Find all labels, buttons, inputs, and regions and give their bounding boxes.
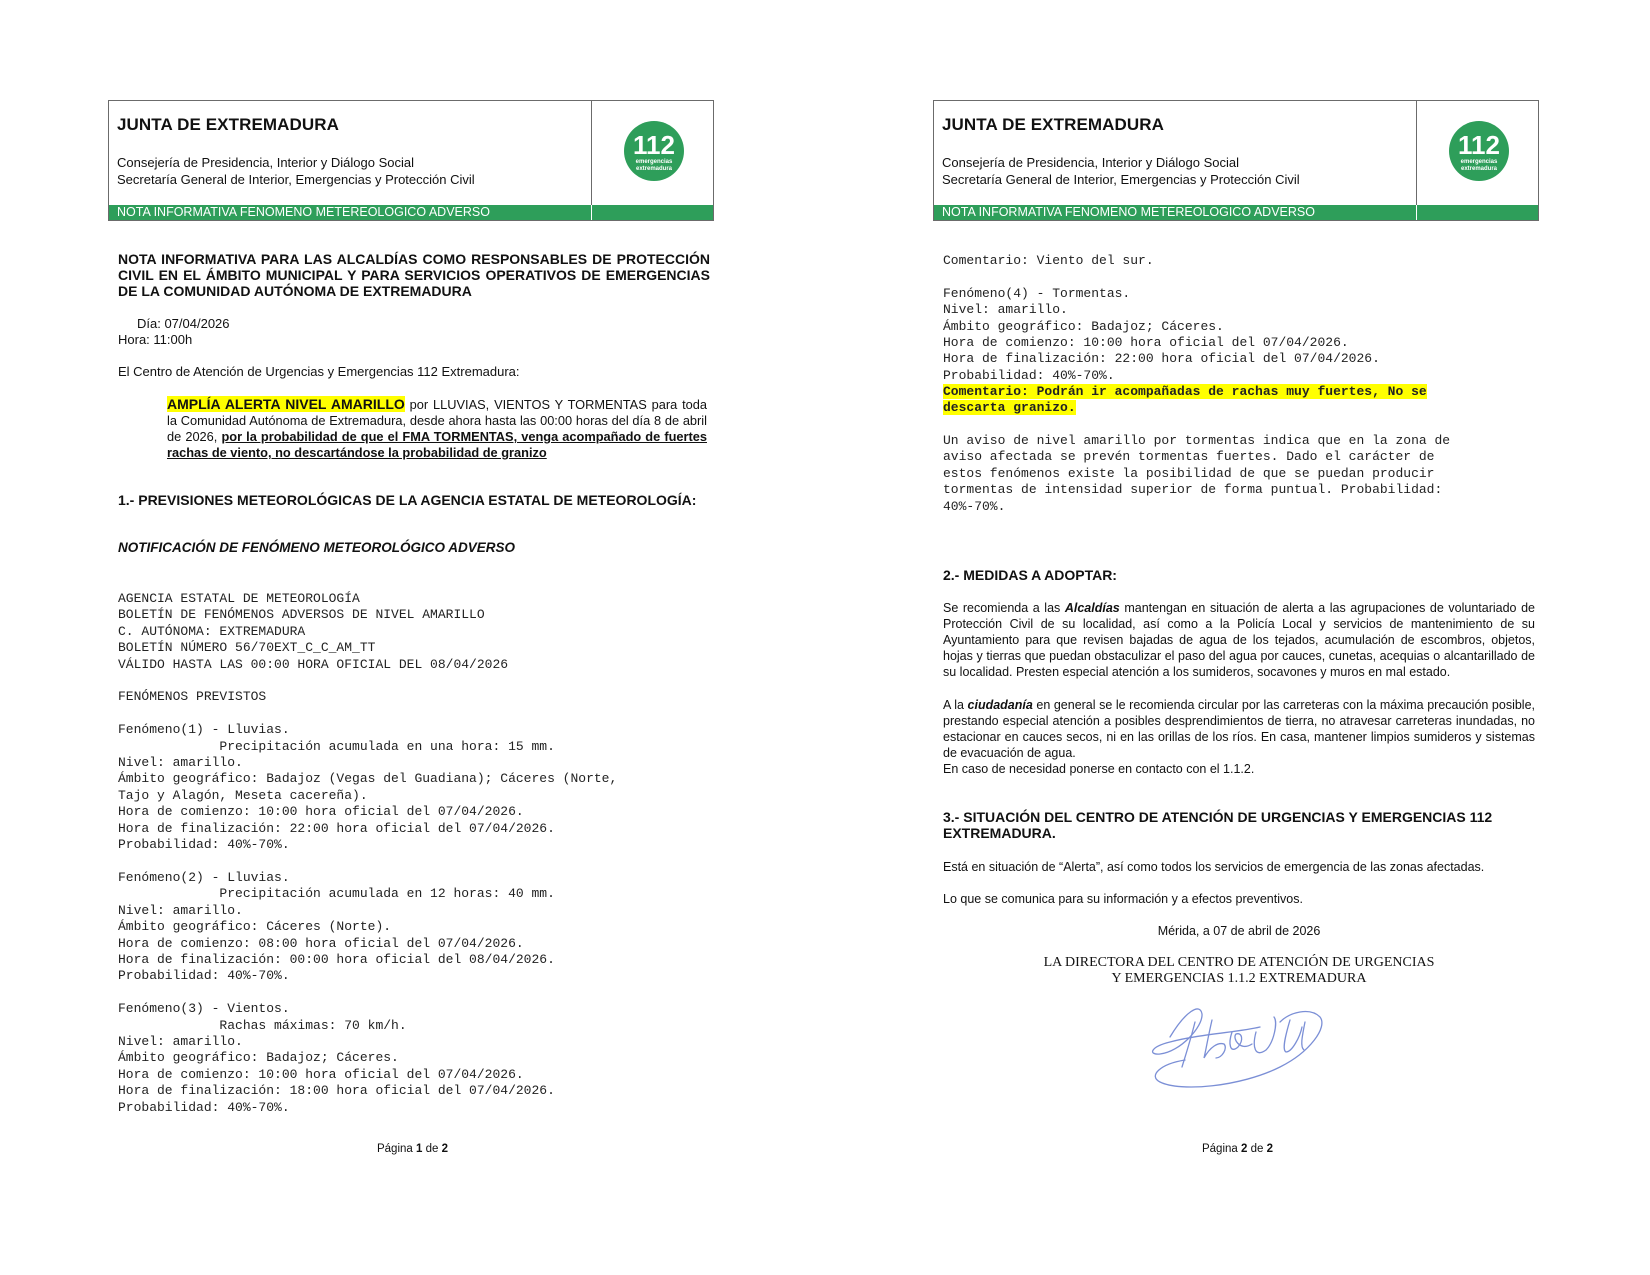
- bulletin-line: estos fenómenos existe la posibilidad de que se puedan producir: [943, 465, 1435, 481]
- section-2-heading: 2.- MEDIDAS A ADOPTAR:: [943, 567, 1117, 583]
- bulletin-line: C. AUTÓNOMA: EXTREMADURA: [118, 623, 306, 639]
- secretariat-line: Secretaría General de Interior, Emergencias y Protección Civil: [117, 172, 475, 187]
- alcaldias-paragraph: [943, 600, 1535, 680]
- comentario-line-1: Comentario: Podrán ir acompañadas de rachas muy fuertes, No se: [943, 384, 1427, 399]
- bulletin-line: Un aviso de nivel amarillo por tormentas indica que en la zona de: [943, 433, 1451, 448]
- bulletin-line: [118, 706, 617, 722]
- bulletin-line: Nivel: amarillo.: [118, 755, 243, 771]
- bulletin-line: tormentas de intensidad superior de forma puntual. Probabilidad:: [943, 482, 1443, 498]
- bulletin-line: Fenómeno(4) - Tormentas.: [943, 285, 1131, 301]
- header-logo-cell: [1416, 101, 1538, 205]
- bulletin-line: Fenómeno(2) - Lluvias.: [118, 869, 290, 885]
- bulletin-line: Fenómeno(1) - Lluvias.: [118, 722, 290, 738]
- bulletin-continuation: [943, 253, 1380, 384]
- bulletin-line: VÁLIDO HASTA LAS 00:00 HORA OFICIAL DEL 08/04/2026: [118, 656, 509, 672]
- notice-date: Día: 07/04/2026: [137, 316, 230, 331]
- bulletin-line: Ámbito geográfico: Cáceres (Norte).: [118, 919, 392, 935]
- section-1-heading: 1.- PREVISIONES METEOROLÓGICAS DE LA AGENCIA ESTATAL DE METEOROLOGÍA:: [118, 492, 697, 508]
- bulletin-line: Rachas máximas: 70 km/h.: [118, 1017, 407, 1033]
- notice-title: NOTA INFORMATIVA PARA LAS ALCALDÍAS COMO RESPONSABLES DE PROTECCIÓN CIVIL EN EL ÁMBITO MUNICIPAL Y PARA SERVICIOS OPERATIVOS DE EMERGENCIAS DE LA COMUNIDAD AUTÓNOMA DE EXTREMADURA: [118, 251, 710, 299]
- bulletin-line: Precipitación acumulada en 12 horas: 40 mm.: [118, 886, 555, 902]
- header-bar: [109, 205, 713, 220]
- document-header: [108, 100, 714, 221]
- bulletin-line: Nivel: amarillo.: [943, 302, 1068, 318]
- bulletin-line: AGENCIA ESTATAL DE METEOROLOGÍA: [118, 591, 360, 606]
- logo-sub2: extremadura: [1460, 166, 1498, 172]
- bulletin-line: BOLETÍN DE FENÓMENOS ADVERSOS DE NIVEL AMARILLO: [118, 607, 485, 623]
- p1-bold: Alcaldías: [1064, 601, 1120, 615]
- bulletin-line: BOLETÍN NÚMERO 56/70EXT_C_C_AM_TT: [118, 640, 376, 656]
- bulletin-line: Ámbito geográfico: Badajoz; Cáceres.: [943, 318, 1224, 334]
- alert-highlight: AMPLÍA ALERTA NIVEL AMARILLO: [167, 396, 405, 412]
- signatory-line-2: Y EMERGENCIAS 1.1.2 EXTREMADURA: [1111, 971, 1367, 986]
- logo-sub2: extremadura: [635, 166, 673, 172]
- page-2: [825, 0, 1650, 1275]
- closing-text: Lo que se comunica para su información y a efectos preventivos.: [943, 892, 1303, 906]
- bulletin-line: Hora de finalización: 18:00 hora oficial del 07/04/2026.: [118, 1083, 555, 1099]
- org-name: JUNTA DE EXTREMADURA: [117, 115, 340, 134]
- bulletin-line: Ámbito geográfico: Badajoz; Cáceres.: [118, 1050, 399, 1066]
- comentario-highlight: [943, 384, 1427, 417]
- bulletin-line: Fenómeno(3) - Vientos.: [118, 1001, 290, 1017]
- bulletin-line: Hora de finalización: 22:00 hora oficial del 07/04/2026.: [118, 820, 555, 836]
- header-bar-text: NOTA INFORMATIVA FENOMENO METEREOLOGICO ADVERSO: [117, 205, 490, 219]
- bulletin-line: 40%-70%.: [943, 498, 1006, 514]
- bulletin-line: Precipitación acumulada en una hora: 15 mm.: [118, 738, 555, 754]
- bulletin-line: Hora de comienzo: 10:00 hora oficial del 07/04/2026.: [118, 1066, 524, 1082]
- section-3-heading: 3.- SITUACIÓN DEL CENTRO DE ATENCIÓN DE URGENCIAS Y EMERGENCIAS 112 EXTREMADURA.: [943, 809, 1493, 841]
- page-footer: [0, 1143, 825, 1155]
- place-date: Mérida, a 07 de abril de 2026: [1157, 924, 1321, 938]
- bulletin-line: [118, 985, 617, 1001]
- logo-112-icon: [623, 120, 685, 182]
- footer-label: Página: [376, 1143, 416, 1155]
- logo-number: 112: [633, 130, 675, 160]
- footer-total-pages: 2: [441, 1143, 448, 1155]
- footer-of: de: [422, 1143, 442, 1155]
- contact-line: En caso de necesidad ponerse en contacto con el 1.1.2.: [943, 762, 1255, 776]
- p2-post: en general se le recomienda circular por las carreteras con la máxima precaución posible, prestando especial atención a posibles desprendimientos de tierra, no atravesar carreteras inundadas, no estacionar en cauces secos, ni en las orillas de los ríos. En casa, mantener limpios sumideros y sistemas de evacuación de agua.: [943, 698, 1535, 760]
- notificacion-heading: NOTIFICACIÓN DE FENÓMENO METEOROLÓGICO ADVERSO: [118, 540, 516, 555]
- bulletin-line: Nivel: amarillo.: [118, 902, 243, 918]
- ministry-line: Consejería de Presidencia, Interior y Diálogo Social: [117, 155, 414, 170]
- alert-bold-text: por la probabilidad de que el FMA TORMENTAS, venga acompañado de fuertes rachas de viento, no descartándose la probabilidad de granizo: [167, 429, 707, 460]
- header-bar: [934, 205, 1538, 220]
- header-text-cell: [934, 101, 1417, 205]
- header-text-cell: [109, 101, 592, 205]
- header-bar-text: NOTA INFORMATIVA FENOMENO METEREOLOGICO ADVERSO: [942, 205, 1315, 219]
- bulletin-line: FENÓMENOS PREVISTOS: [118, 689, 267, 705]
- ministry-line: Consejería de Presidencia, Interior y Diálogo Social: [942, 155, 1239, 170]
- p1-post: mantengan en situación de alerta a las agrupaciones de voluntariado de Protección Civil de su localidad, así como a la Policía Local y servicios de mantenimiento de su Ayuntamiento para que revisen bajadas de agua de los tejados, acumulación de escombros, objetos, hojas y tierras que puedan obstaculizar el paso del agua por cauces, cunetas, acequias o alcantarillado de su localidad. Presten especial atención a los sumideros, socavones y muros en mal estado.: [943, 601, 1535, 679]
- bulletin-line: Probabilidad: 40%-70%.: [943, 367, 1115, 383]
- bulletin-line: [118, 854, 617, 870]
- comentario-line-2: descarta granizo.: [943, 400, 1076, 416]
- bulletin-line: Comentario: Viento del sur.: [943, 253, 1154, 268]
- bulletin-line: Hora de finalización: 22:00 hora oficial del 07/04/2026.: [943, 351, 1380, 367]
- p2-pre: A la: [943, 698, 968, 712]
- bulletin-line: Probabilidad: 40%-70%.: [118, 837, 290, 853]
- header-bar-separator: [591, 205, 592, 220]
- logo-sub1: emergencias: [1460, 159, 1498, 165]
- page-footer: [825, 1143, 1650, 1155]
- intro-text: El Centro de Atención de Urgencias y Emergencias 112 Extremadura:: [118, 364, 520, 379]
- logo-number: 112: [1458, 130, 1500, 160]
- aemet-bulletin: [118, 591, 617, 1116]
- signatory-line-1: LA DIRECTORA DEL CENTRO DE ATENCIÓN DE URGENCIAS: [1043, 955, 1435, 970]
- bulletin-line: aviso afectada se prevén tormentas fuertes. Dado el carácter de: [943, 449, 1435, 465]
- secretariat-line: Secretaría General de Interior, Emergencias y Protección Civil: [942, 172, 1300, 187]
- bulletin-line: [943, 269, 1380, 285]
- footer-of: de: [1247, 1143, 1267, 1155]
- situation-text: Está en situación de “Alerta”, así como todos los servicios de emergencia de las zonas afectadas.: [943, 860, 1485, 874]
- bulletin-line: [118, 673, 617, 689]
- footer-page-number: 2: [1241, 1143, 1248, 1155]
- bulletin-line: Hora de comienzo: 10:00 hora oficial del 07/04/2026.: [118, 804, 524, 820]
- p2-bold: ciudadanía: [967, 698, 1033, 712]
- header-bar-separator: [1416, 205, 1417, 220]
- bulletin-line: Probabilidad: 40%-70%.: [118, 968, 290, 984]
- logo-sub1: emergencias: [635, 159, 673, 165]
- ciudadania-paragraph: [943, 697, 1535, 761]
- footer-label: Página: [1201, 1143, 1241, 1155]
- logo-112-icon: [1448, 120, 1510, 182]
- signature-icon: [1140, 992, 1340, 1096]
- bulletin-line: Hora de comienzo: 10:00 hora oficial del 07/04/2026.: [943, 335, 1349, 351]
- p1-pre: Se recomienda a las: [943, 601, 1065, 615]
- signatory-title: [943, 955, 1535, 987]
- aviso-explanation: [943, 433, 1450, 515]
- org-name: JUNTA DE EXTREMADURA: [942, 115, 1165, 134]
- bulletin-line: Probabilidad: 40%-70%.: [118, 1099, 290, 1115]
- footer-total-pages: 2: [1266, 1143, 1273, 1155]
- bulletin-line: Ámbito geográfico: Badajoz (Vegas del Guadiana); Cáceres (Norte,: [118, 771, 618, 787]
- footer-page-number: 1: [416, 1143, 423, 1155]
- header-logo-cell: [591, 101, 713, 205]
- document-header: [933, 100, 1539, 221]
- bulletin-line: Hora de comienzo: 08:00 hora oficial del 07/04/2026.: [118, 935, 524, 951]
- alert-text: por LLUVIAS, VIENTOS Y TORMENTAS para toda la Comunidad Autónoma de Extremadura, desde ahora hasta las 00:00 horas del día 8 de abril de 2026,: [167, 397, 707, 444]
- bulletin-line: Nivel: amarillo.: [118, 1033, 243, 1049]
- bulletin-line: Hora de finalización: 00:00 hora oficial del 08/04/2026.: [118, 951, 555, 967]
- notice-time: Hora: 11:00h: [118, 332, 193, 347]
- alert-paragraph: [167, 396, 707, 461]
- bulletin-line: Tajo y Alagón, Meseta cacereña).: [118, 787, 368, 803]
